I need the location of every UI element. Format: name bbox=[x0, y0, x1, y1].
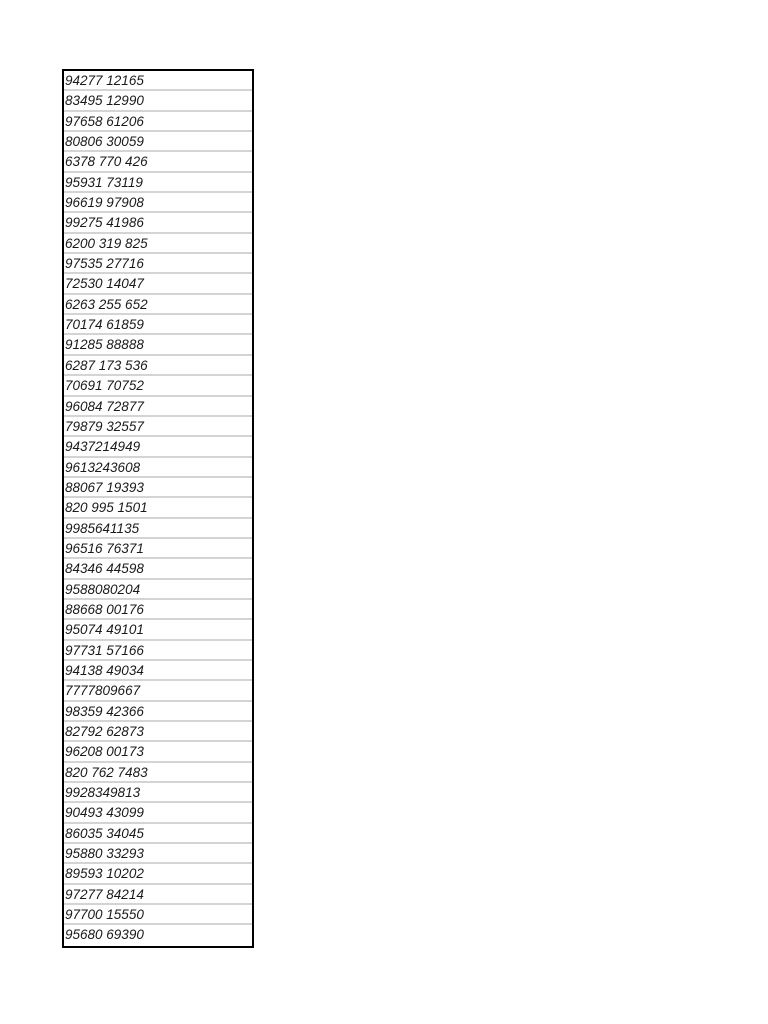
phone-number-cell[interactable]: 9928349813 bbox=[64, 783, 252, 803]
phone-number-cell[interactable]: 96208 00173 bbox=[64, 742, 252, 762]
phone-number-cell[interactable]: 95680 69390 bbox=[65, 927, 144, 943]
phone-number-cell[interactable]: 88668 00176 bbox=[64, 600, 252, 620]
phone-number-cell[interactable]: 6378 770 426 bbox=[64, 152, 252, 172]
phone-number-cell[interactable]: 98359 42366 bbox=[64, 702, 252, 722]
phone-number-cell[interactable]: 820 995 1501 bbox=[64, 498, 252, 518]
phone-number-cell[interactable]: 9985641135 bbox=[64, 519, 252, 539]
phone-number-cell[interactable]: 95880 33293 bbox=[64, 844, 252, 864]
phone-number-cell[interactable]: 90493 43099 bbox=[64, 803, 252, 823]
phone-number-cell[interactable]: 80806 30059 bbox=[64, 132, 252, 152]
phone-number-cell[interactable]: 97700 15550 bbox=[64, 905, 252, 925]
phone-number-cell[interactable]: 95931 73119 bbox=[64, 173, 252, 193]
phone-number-cell[interactable]: 84346 44598 bbox=[64, 559, 252, 579]
phone-number-cell[interactable]: 94138 49034 bbox=[64, 661, 252, 681]
phone-number-cell[interactable]: 6263 255 652 bbox=[64, 295, 252, 315]
phone-number-cell[interactable]: 97535 27716 bbox=[64, 254, 252, 274]
phone-number-cell[interactable]: 9437214949 bbox=[64, 437, 252, 457]
phone-number-cell[interactable]: 6287 173 536 bbox=[64, 356, 252, 376]
phone-number-cell[interactable]: 83495 12990 bbox=[64, 91, 252, 111]
phone-number-cell[interactable]: 88067 19393 bbox=[64, 478, 252, 498]
phone-number-cell[interactable]: 7777809667 bbox=[64, 681, 252, 701]
phone-number-cell[interactable]: 91285 88888 bbox=[64, 335, 252, 355]
phone-number-cell[interactable]: 82792 62873 bbox=[64, 722, 252, 742]
phone-number-cell[interactable]: 6200 319 825 bbox=[64, 234, 252, 254]
phone-number-cell[interactable]: 99275 41986 bbox=[64, 213, 252, 233]
phone-number-cell[interactable]: 97277 84214 bbox=[64, 885, 252, 905]
phone-number-cell[interactable]: 97658 61206 bbox=[64, 112, 252, 132]
phone-number-cell[interactable]: 70174 61859 bbox=[64, 315, 252, 335]
phone-number-cell[interactable]: 9588080204 bbox=[64, 580, 252, 600]
phone-number-cell[interactable]: 89593 10202 bbox=[64, 864, 252, 884]
phone-number-cell[interactable]: 97731 57166 bbox=[64, 641, 252, 661]
phone-number-column bbox=[62, 69, 254, 948]
phone-number-cell[interactable]: 86035 34045 bbox=[64, 824, 252, 844]
phone-number-cell[interactable]: 79879 32557 bbox=[64, 417, 252, 437]
phone-number-cell[interactable]: 95074 49101 bbox=[64, 620, 252, 640]
phone-number-cell[interactable]: 72530 14047 bbox=[64, 274, 252, 294]
phone-number-cell[interactable]: 94277 12165 bbox=[64, 71, 252, 91]
phone-number-cell[interactable]: 820 762 7483 bbox=[64, 763, 252, 783]
phone-number-cell[interactable]: 96619 97908 bbox=[64, 193, 252, 213]
phone-number-cell[interactable]: 96516 76371 bbox=[64, 539, 252, 559]
phone-number-cell[interactable]: 96084 72877 bbox=[64, 397, 252, 417]
phone-number-cell[interactable]: 9613243608 bbox=[64, 458, 252, 478]
phone-number-cell[interactable]: 70691 70752 bbox=[64, 376, 252, 396]
